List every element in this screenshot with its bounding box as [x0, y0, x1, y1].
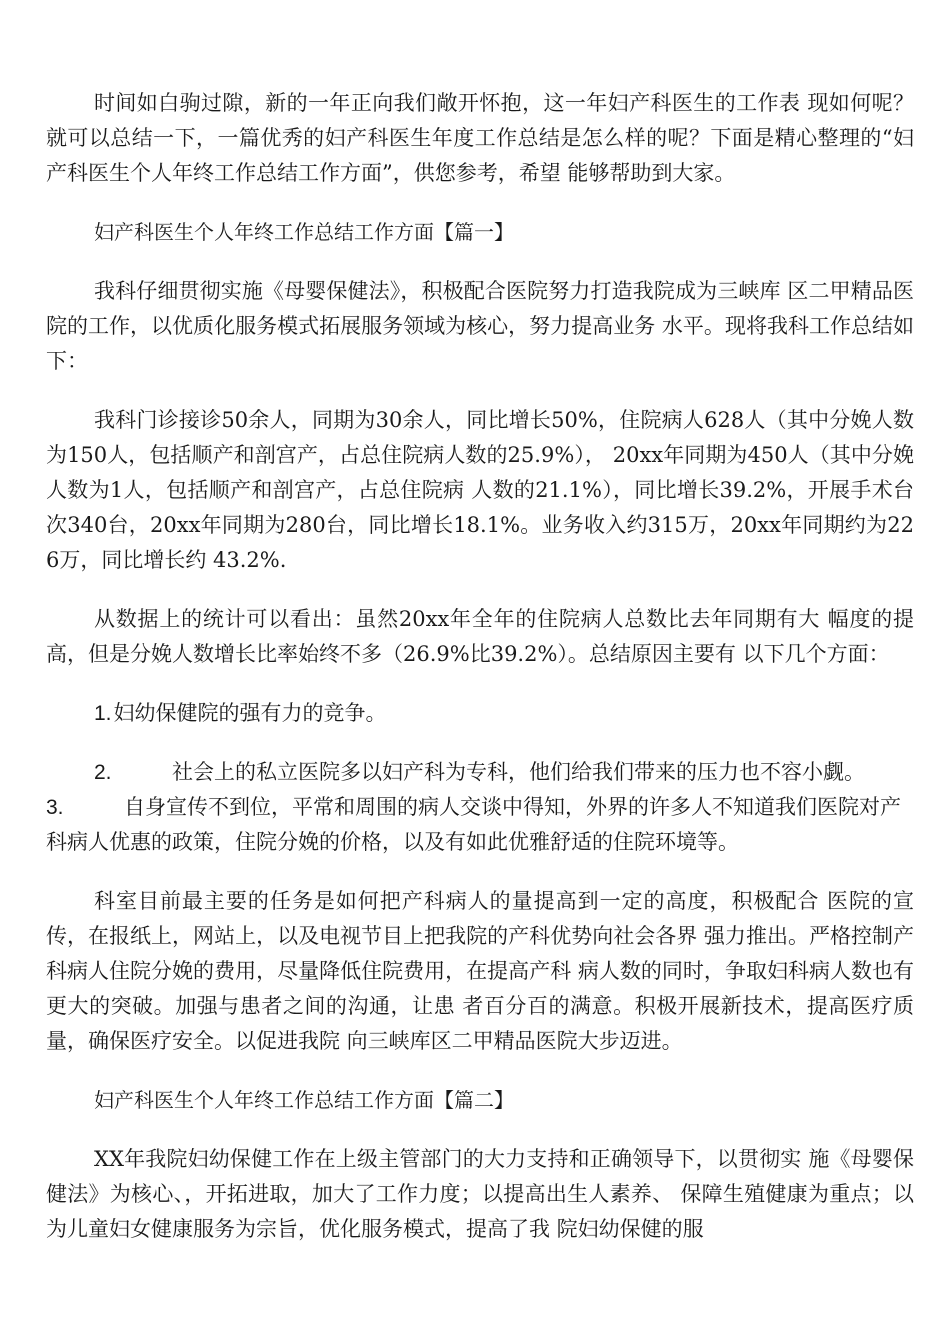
paragraph-1: 我科仔细贯彻实施《母婴保健法》，积极配合医院努力打造我院成为三峡库 区二甲精品医院的工作，以优质化服务模式拓展服务领域为核心，努力提高业务 水平。现将我科工作总结如下： — [46, 279, 914, 373]
intro-paragraph: 时间如白驹过隙，新的一年正向我们敞开怀抱，这一年妇产科医生的工作表 现如何呢？就可以总结一下，一篇优秀的妇产科医生年度工作总结是怎么样的呢？下面是精心整理的“妇产科医生个人年终工作总结工作方面”，供您参考，希望 能够帮助到大家。 — [46, 91, 914, 185]
list-item-text: 妇幼保健院的强有力的竞争。 — [113, 701, 387, 725]
paragraph-analysis: 从数据上的统计可以看出：虽然20xx年全年的住院病人总数比去年同期有大 幅度的提高，但是分娩人数增长比率始终不多（26.9%比39.2%）。总结原因主要有 以下几个方面： — [46, 607, 914, 666]
list-item-number: 1. — [94, 702, 112, 725]
list-item-2 — [46, 755, 914, 790]
list-item-number: 3. — [46, 796, 64, 819]
section-heading-1: 妇产科医生个人年终工作总结工作方面【篇一】 — [94, 220, 514, 244]
list-item-text: 自身宣传不到位，平常和周围的病人交谈中得知，外界的许多人不知道我们医院对产科病人优惠的政策，住院分娩的价格，以及有如此优雅舒适的住院环境等。 — [46, 795, 901, 854]
list-item-number: 2. — [94, 761, 112, 784]
list-item-3 — [46, 790, 914, 860]
paragraph-statistics: 我科门诊接诊50余人，同期为30余人，同比增长50%，住院病人628人（其中分娩人数为150人，包括顺产和剖宫产，占总住院病人数的25.9%）， 20xx年同期为450人（其中分娩人数为1人，包括顺产和剖宫产，占总住院病 人数的21.1%），同比增长39.2%，开展手术台次340台，20xx年同期为280台，同比增长18.1%。业务收入约315万，20xx年同期约为226万，同比增长约 43.2%. — [46, 408, 914, 572]
paragraph-2-1: XX年我院妇幼保健工作在上级主管部门的大力支持和正确领导下，以贯彻实 施《母婴保健法》为核心、，开拓进取，加大了工作力度；以提高出生人素养、 保障生殖健康为重点；以为儿童妇女健康服务为宗旨，优化服务模式，提高了我 院妇幼保健的服 — [46, 1147, 914, 1241]
list-item-1 — [46, 696, 914, 731]
document-body — [46, 86, 914, 1271]
section-heading-2: 妇产科医生个人年终工作总结工作方面【篇二】 — [94, 1088, 514, 1112]
list-item-text: 社会上的私立医院多以妇产科为专科，他们给我们带来的压力也不容小觑。 — [172, 760, 865, 784]
paragraph-tasks: 科室目前最主要的任务是如何把产科病人的量提高到一定的高度，积极配合 医院的宣传，在报纸上，网站上，以及电视节目上把我院的产科优势向社会各界 强力推出。严格控制产科病人住院分娩的费用，尽量降低住院费用，在提高产科 病人数的同时，争取妇科病人数也有更大的突破。加强与患者之间的沟通，让患 者百分百的满意。积极开展新技术，提高医疗质量，确保医疗安全。以促进我院 向三峡库区二甲精品医院大步迈进。 — [46, 889, 914, 1053]
